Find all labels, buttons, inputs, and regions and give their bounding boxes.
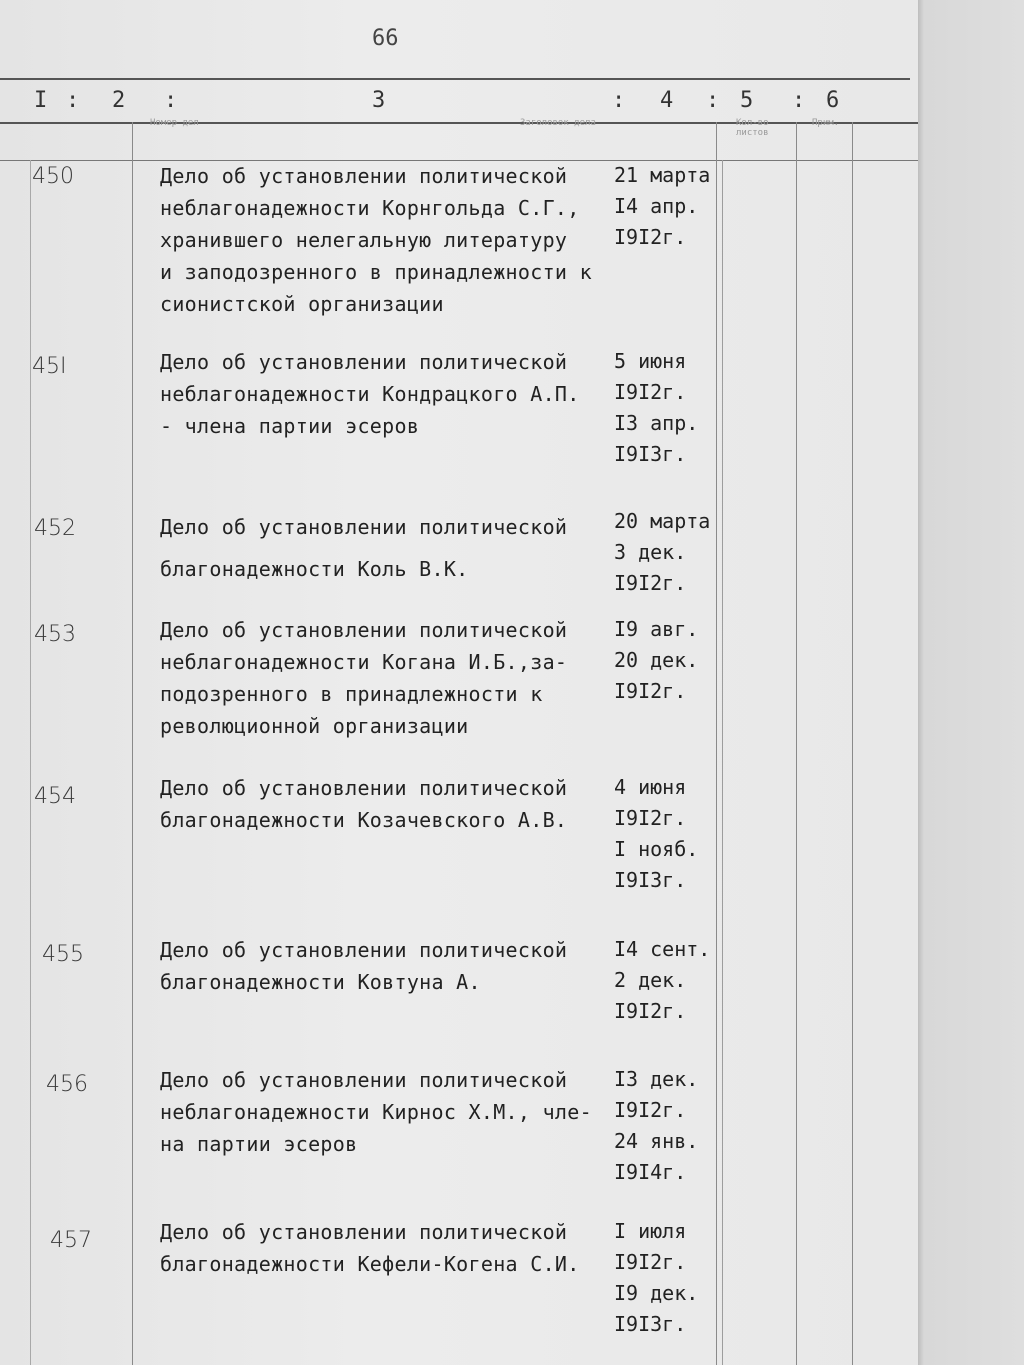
record-dates: 20 марта 3 дек. I9I2г. xyxy=(614,509,711,595)
column-separator: : xyxy=(66,88,80,113)
column-divider xyxy=(852,122,853,1365)
record-number: 45I xyxy=(32,354,67,379)
record-dates: I9 авг. 20 дек. I9I2г. xyxy=(614,617,699,703)
column-separator: : xyxy=(164,88,178,113)
record-title: Дело об установлении политической благонадежности Ковтуна А. xyxy=(160,938,568,994)
column-divider xyxy=(132,122,133,1365)
faint-header-label: Номер дел xyxy=(150,118,199,128)
record-number: 457 xyxy=(50,1228,92,1253)
column-divider xyxy=(30,160,31,1365)
column-number-1: I xyxy=(34,88,48,113)
column-separator: : xyxy=(792,88,806,113)
column-divider xyxy=(796,122,797,1365)
column-number-3: 3 xyxy=(372,88,386,113)
page-number: 66 xyxy=(372,26,399,51)
record-title: Дело об установлении политической неблагонадежности Кондрацкого А.П. - члена партии эсеров xyxy=(160,350,580,438)
column-number-4: 4 xyxy=(660,88,674,113)
column-separator: : xyxy=(706,88,720,113)
record-title: Дело об установлении политической неблагонадежности Кирнос Х.М., чле- на партии эсеров xyxy=(160,1068,592,1156)
underlying-page-edge xyxy=(918,0,1024,1365)
faint-header-label: Прим. xyxy=(812,118,840,128)
column-number-5: 5 xyxy=(740,88,754,113)
record-title: Дело об установлении политической неблагонадежности Корнгольда С.Г., хранившего нелегальную литературу и заподозренного в принадлежности к сионистской организации xyxy=(160,164,592,316)
faint-header-label: Заголовок дела xyxy=(520,118,596,128)
record-number: 454 xyxy=(34,784,76,809)
record-number: 452 xyxy=(34,516,76,541)
header-top-rule xyxy=(0,78,910,80)
record-title: Дело об установлении политической благонадежности Коль В.К. xyxy=(160,515,568,581)
record-dates: I июля I9I2г. I9 дек. I9I3г. xyxy=(614,1219,699,1336)
column-separator: : xyxy=(612,88,626,113)
record-number: 453 xyxy=(34,622,76,647)
column-number-2: 2 xyxy=(112,88,126,113)
record-dates: 4 июня I9I2г. I нояб. I9I3г. xyxy=(614,775,699,892)
record-dates: I3 дек. I9I2г. 24 янв. I9I4г. xyxy=(614,1067,699,1184)
record-dates: 21 марта I4 апр. I9I2г. xyxy=(614,163,711,249)
record-title: Дело об установлении политической неблагонадежности Когана И.Б.,за- подозренного в принадлежности к революционной организации xyxy=(160,618,568,738)
column-number-6: 6 xyxy=(826,88,840,113)
record-number: 455 xyxy=(42,942,84,967)
record-number: 456 xyxy=(46,1072,88,1097)
record-dates: I4 сент. 2 дек. I9I2г. xyxy=(614,937,711,1023)
record-dates: 5 июня I9I2г. I3 апр. I9I3г. xyxy=(614,349,699,466)
record-number: 450 xyxy=(32,164,74,189)
record-title: Дело об установлении политической благонадежности Кефели-Когена С.И. xyxy=(160,1220,580,1276)
faint-header-label: Кол-во листов xyxy=(736,118,769,138)
record-title: Дело об установлении политической благонадежности Козачевского А.В. xyxy=(160,776,568,832)
